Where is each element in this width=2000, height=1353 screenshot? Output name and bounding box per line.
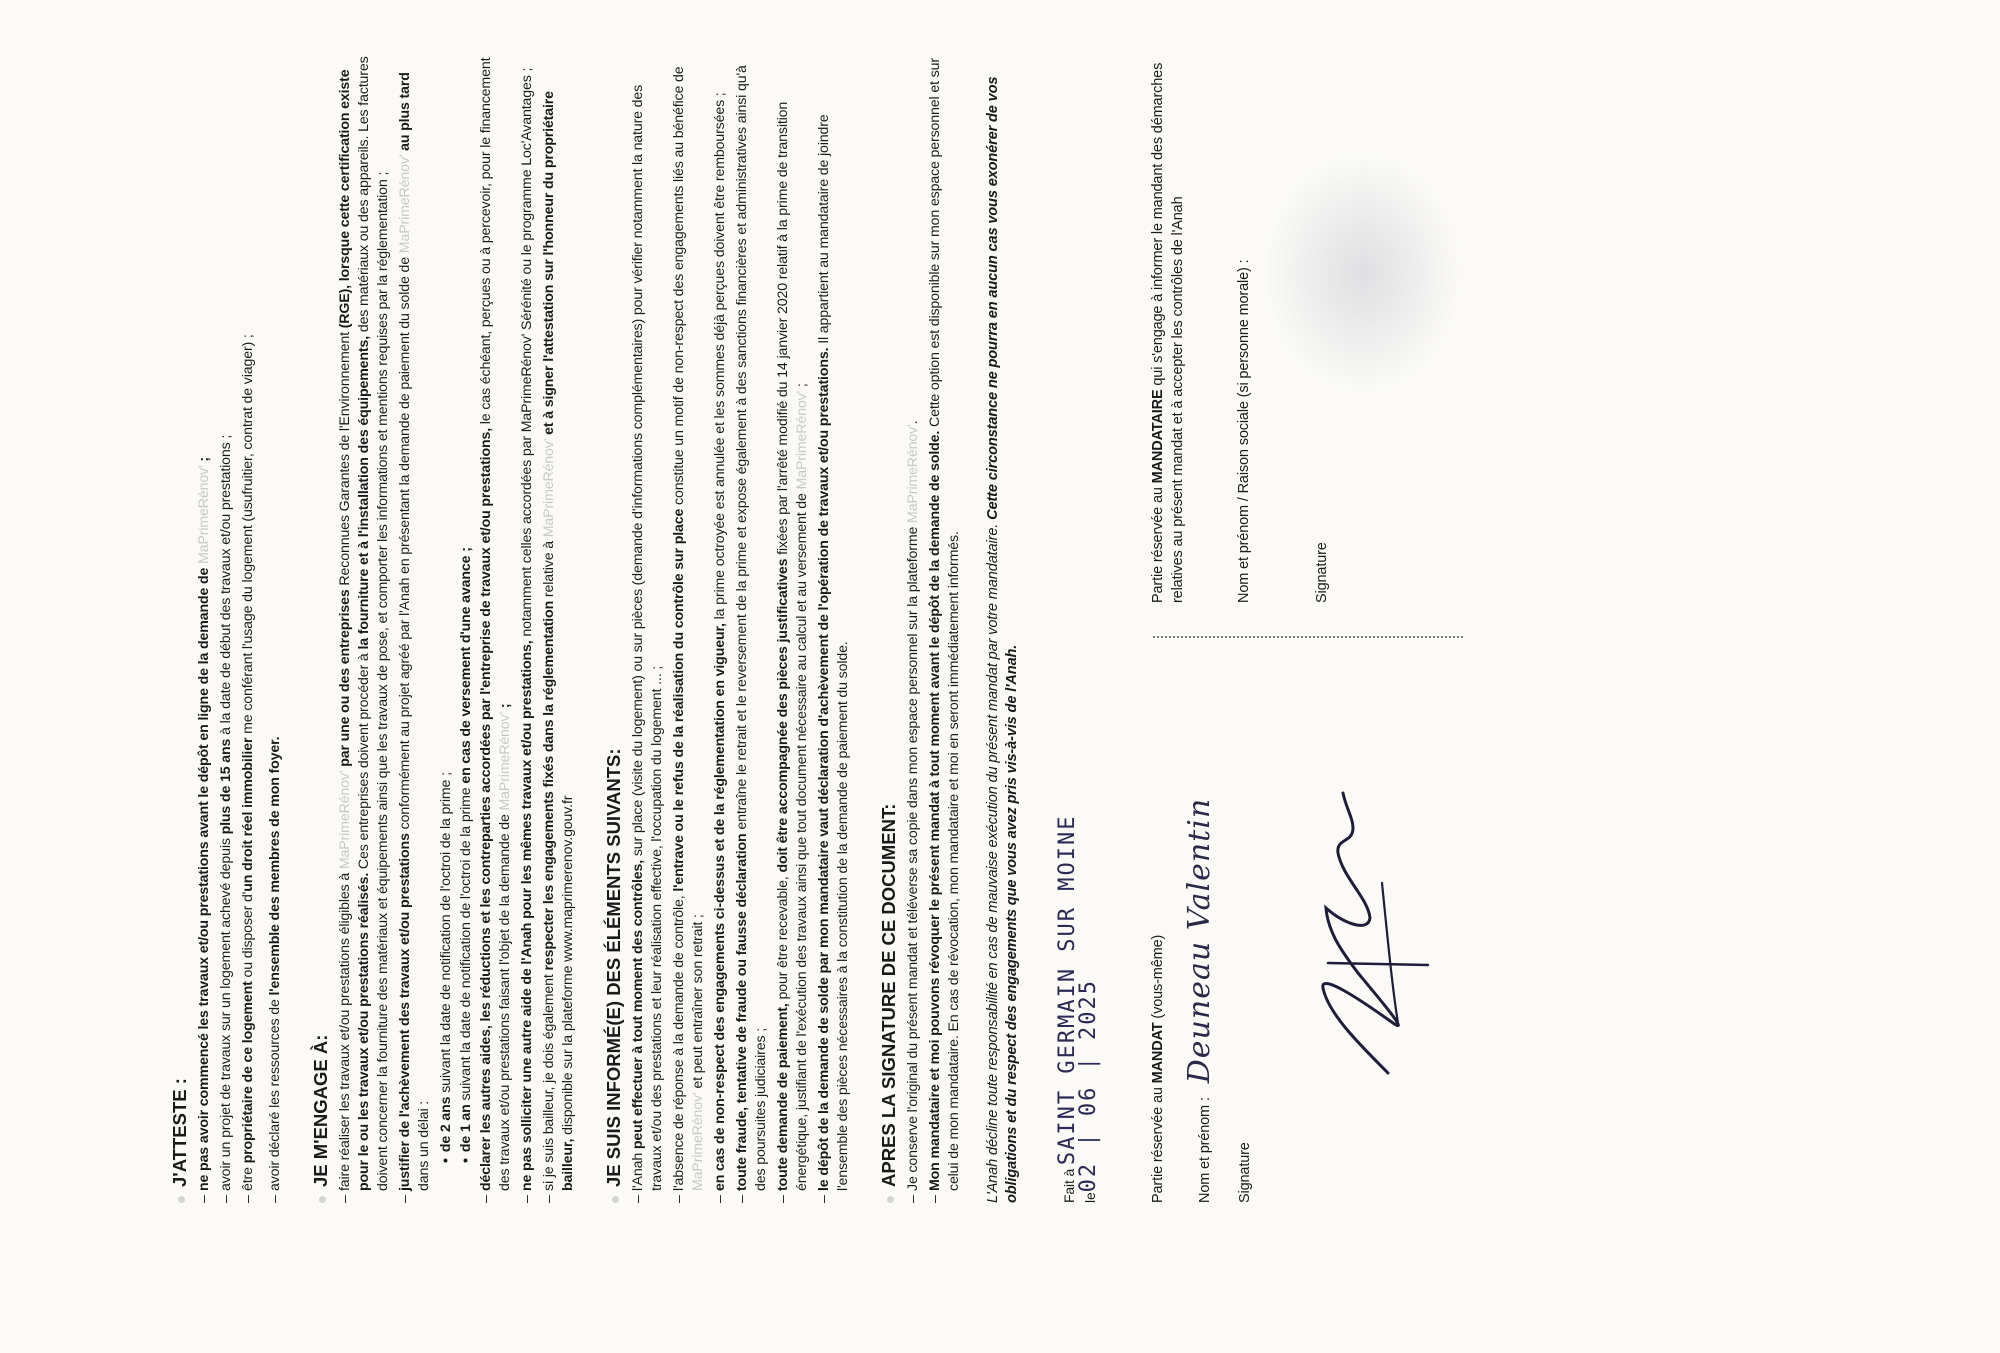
informe-item-5: –toute demande de paiement, pour être recevable, doit être accompagnée des pièces justificatives fixées par l'arrêté modifié du 14 janvier 2020 relatif à la prime de transition énergétique, justifiant de l'exécution des travaux ainsi que tout document nécessaire au calcul et au versement de MaPrimeRénov' ; (775, 101, 810, 1203)
engage-title: JE M'ENGAGE À: (311, 53, 330, 1203)
atteste-title: J'ATTESTE : (170, 53, 189, 1203)
handwritten-signature-icon (1298, 783, 1438, 1083)
date-line: le02 | 06 | 2025 (1076, 978, 1101, 1203)
atteste-item-1: –ne pas avoir commencé les travaux et/ou prestations avant le dépôt en ligne de la demande de MaPrimeRénov' ; (196, 457, 212, 1203)
engage-sub-1: •de 2 ans suivant la date de notification de l'octroi de la prime ; (438, 772, 454, 1163)
engage-item-1: –faire réaliser les travaux et/ou prestations éligibles à MaPrimeRénov' par une ou des entreprises Reconnues Garantes de l'Environnement (RGE), lorsque cette certification existe pour le ou les travaux et/ou prestations réalisés. Ces entreprises doivent procéder à la fourniture et à l'installation des équipements, des matériaux ou des appareils. Les factures doivent concerner la fourniture des matériaux et équipements ainsi que les travaux de pose, et comporter les informations et mentions requises par la réglementation ; (337, 56, 391, 1203)
disclaimer: L'Anah décline toute responsabilité en cas de mauvaise exécution du présent mandat par votre mandataire. Cette circonstance ne pourra en aucun cas vous exonérer de vos obligations et du respect des engagements que vous avez pris vis-à-vis de l'Anah. (985, 76, 1020, 1203)
mandataire-signature-label: Signature (1314, 542, 1330, 603)
mandant-signature-label: Signature (1237, 1142, 1253, 1203)
engage-item-5: –si je suis bailleur, je dois également respecter les engagements fixés dans la réglementation relative à MaPrimeRénov' et à signer l'attestation sur l'honneur du propriétaire bailleur, disponible sur la plateforme www.maprimerenov.gouv.fr (541, 91, 576, 1203)
fait-place: SAINT GERMAIN SUR MOINE (1055, 814, 1080, 1166)
bullet-dot-icon (887, 1196, 894, 1203)
signature-area (1055, 53, 1498, 1203)
mandataire-section (1148, 43, 1332, 603)
atteste-item-3: –être propriétaire de ce logement ou disposer d'un droit réel immobilier me conférant l'usage du logement (usufruitier, contrat de viager) ; (240, 334, 256, 1203)
apres-title: APRES LA SIGNATURE DE CE DOCUMENT: (879, 53, 898, 1203)
fait-line: Fait à SAINT GERMAIN SUR MOINE (1055, 814, 1080, 1203)
apres-item-2: –Mon mandataire et moi pouvons révoquer le présent mandat à tout moment avant le dépôt de la demande de solde. Cette option est disponible sur mon espace personnel et sur celui de mon mandataire. En cas de révocation, mon mandataire et moi en seront immédiatement informés. (927, 58, 962, 1203)
engage-item-3: –déclarer les autres aides, les réductions et les contreparties accordées par l'entreprise de travaux et/ou prestations, le cas échéant, perçues ou à percevoir, pour le financement des travaux et/ou prestations faisant l'objet de la demande de MaPrimeRénov' ; (478, 57, 513, 1203)
atteste-item-4: –avoir déclaré les ressources de l'ensemble des membres de mon foyer. (267, 736, 283, 1203)
mandant-name-row: Nom et prénom :Deuneau Valentin (1182, 797, 1217, 1203)
informe-title: JE SUIS INFORMÉ(E) DES ÉLÉMENTS SUIVANTS: (604, 53, 623, 1203)
informe-item-2: –l'absence de réponse à la demande de contrôle, l'entrave ou le refus de la réalisation du contrôle sur place constitue un motif de non-respect des engagements liés au bénéfice de MaPrimeRénov' et peut entraîner son retrait ; (671, 66, 706, 1203)
informe-item-4: –toute fraude, tentative de fraude ou fausse déclaration entraîne le retrait et le reversement de la prime et expose également à des sanctions financières et administratives ainsi qu'à des poursuites judiciaires ; (734, 65, 769, 1203)
mandant-section (1148, 663, 1255, 1203)
engage-item-2: –justifier de l'achèvement des travaux et/ou prestations conformément au projet agréé par l'Anah en présentant la demande de paiement du solde de MaPrimeRénov' au plus tard dans un délai : (397, 72, 432, 1203)
mandataire-name-label: Nom et prénom / Raison sociale (si personne morale) : (1236, 259, 1252, 603)
informe-item-3: –en cas de non-respect des engagements ci-dessus et de la réglementation en vigueur, la prime octroyée est annulée et les sommes déjà perçues doivent être remboursées ; (712, 92, 728, 1203)
mandataire-header: Partie réservée au MANDATAIRE qui s'engage à informer le mandant des démarches relatives au présent mandat et à accepter les contrôles de l'Anah (1150, 62, 1186, 603)
informe-item-1: –l'Anah peut effectuer à tout moment des contrôles, sur place (visite du logement) ou sur pièces (demande d'informations complémentaires) pour vérifier notamment la nature des travaux et/ou des prestations et leur réalisation effective, l'occupation du logement ... ; (630, 84, 665, 1203)
mandate-text (170, 53, 1498, 1203)
mandant-header: Partie réservée au MANDAT (vous-même) (1150, 934, 1166, 1203)
engage-item-4: –ne pas solliciter une autre aide de l'Anah pour les mêmes travaux et/ou prestations, notamment celles accordées par MaPrimeRénov' Sérénité ou le programme Loc'Avantages ; (519, 67, 535, 1203)
atteste-item-2: –avoir un projet de travaux sur un logement achevé depuis plus de 15 ans à la date de début des travaux et/ou prestations ; (218, 434, 234, 1203)
mandant-name: Deuneau Valentin (1182, 797, 1217, 1084)
bullet-dot-icon (178, 1196, 185, 1203)
bullet-dot-icon (319, 1196, 326, 1203)
bullet-dot-icon (612, 1196, 619, 1203)
informe-item-6: –le dépôt de la demande de solde par mon mandataire vaut déclaration d'achèvement de l'opération de travaux et/ou prestations. Il appartient au mandataire de joindre l'ensemble des pièces nécessaires à la constitution de la demande de paiement du solde. (816, 114, 851, 1203)
engage-sub-2: •de 1 an suivant la date de notification de l'octroi de la prime en cas de versement d'une avance ; (458, 547, 474, 1163)
fait-date: 02 | 06 | 2025 (1076, 978, 1101, 1193)
apres-item-1: –Je conserve l'original du présent mandat et téléverse sa copie dans mon espace personnel sur la plateforme MaPrimeRénov'. (905, 420, 921, 1203)
column-separator (1153, 636, 1463, 638)
fait-block (1055, 53, 1101, 1203)
